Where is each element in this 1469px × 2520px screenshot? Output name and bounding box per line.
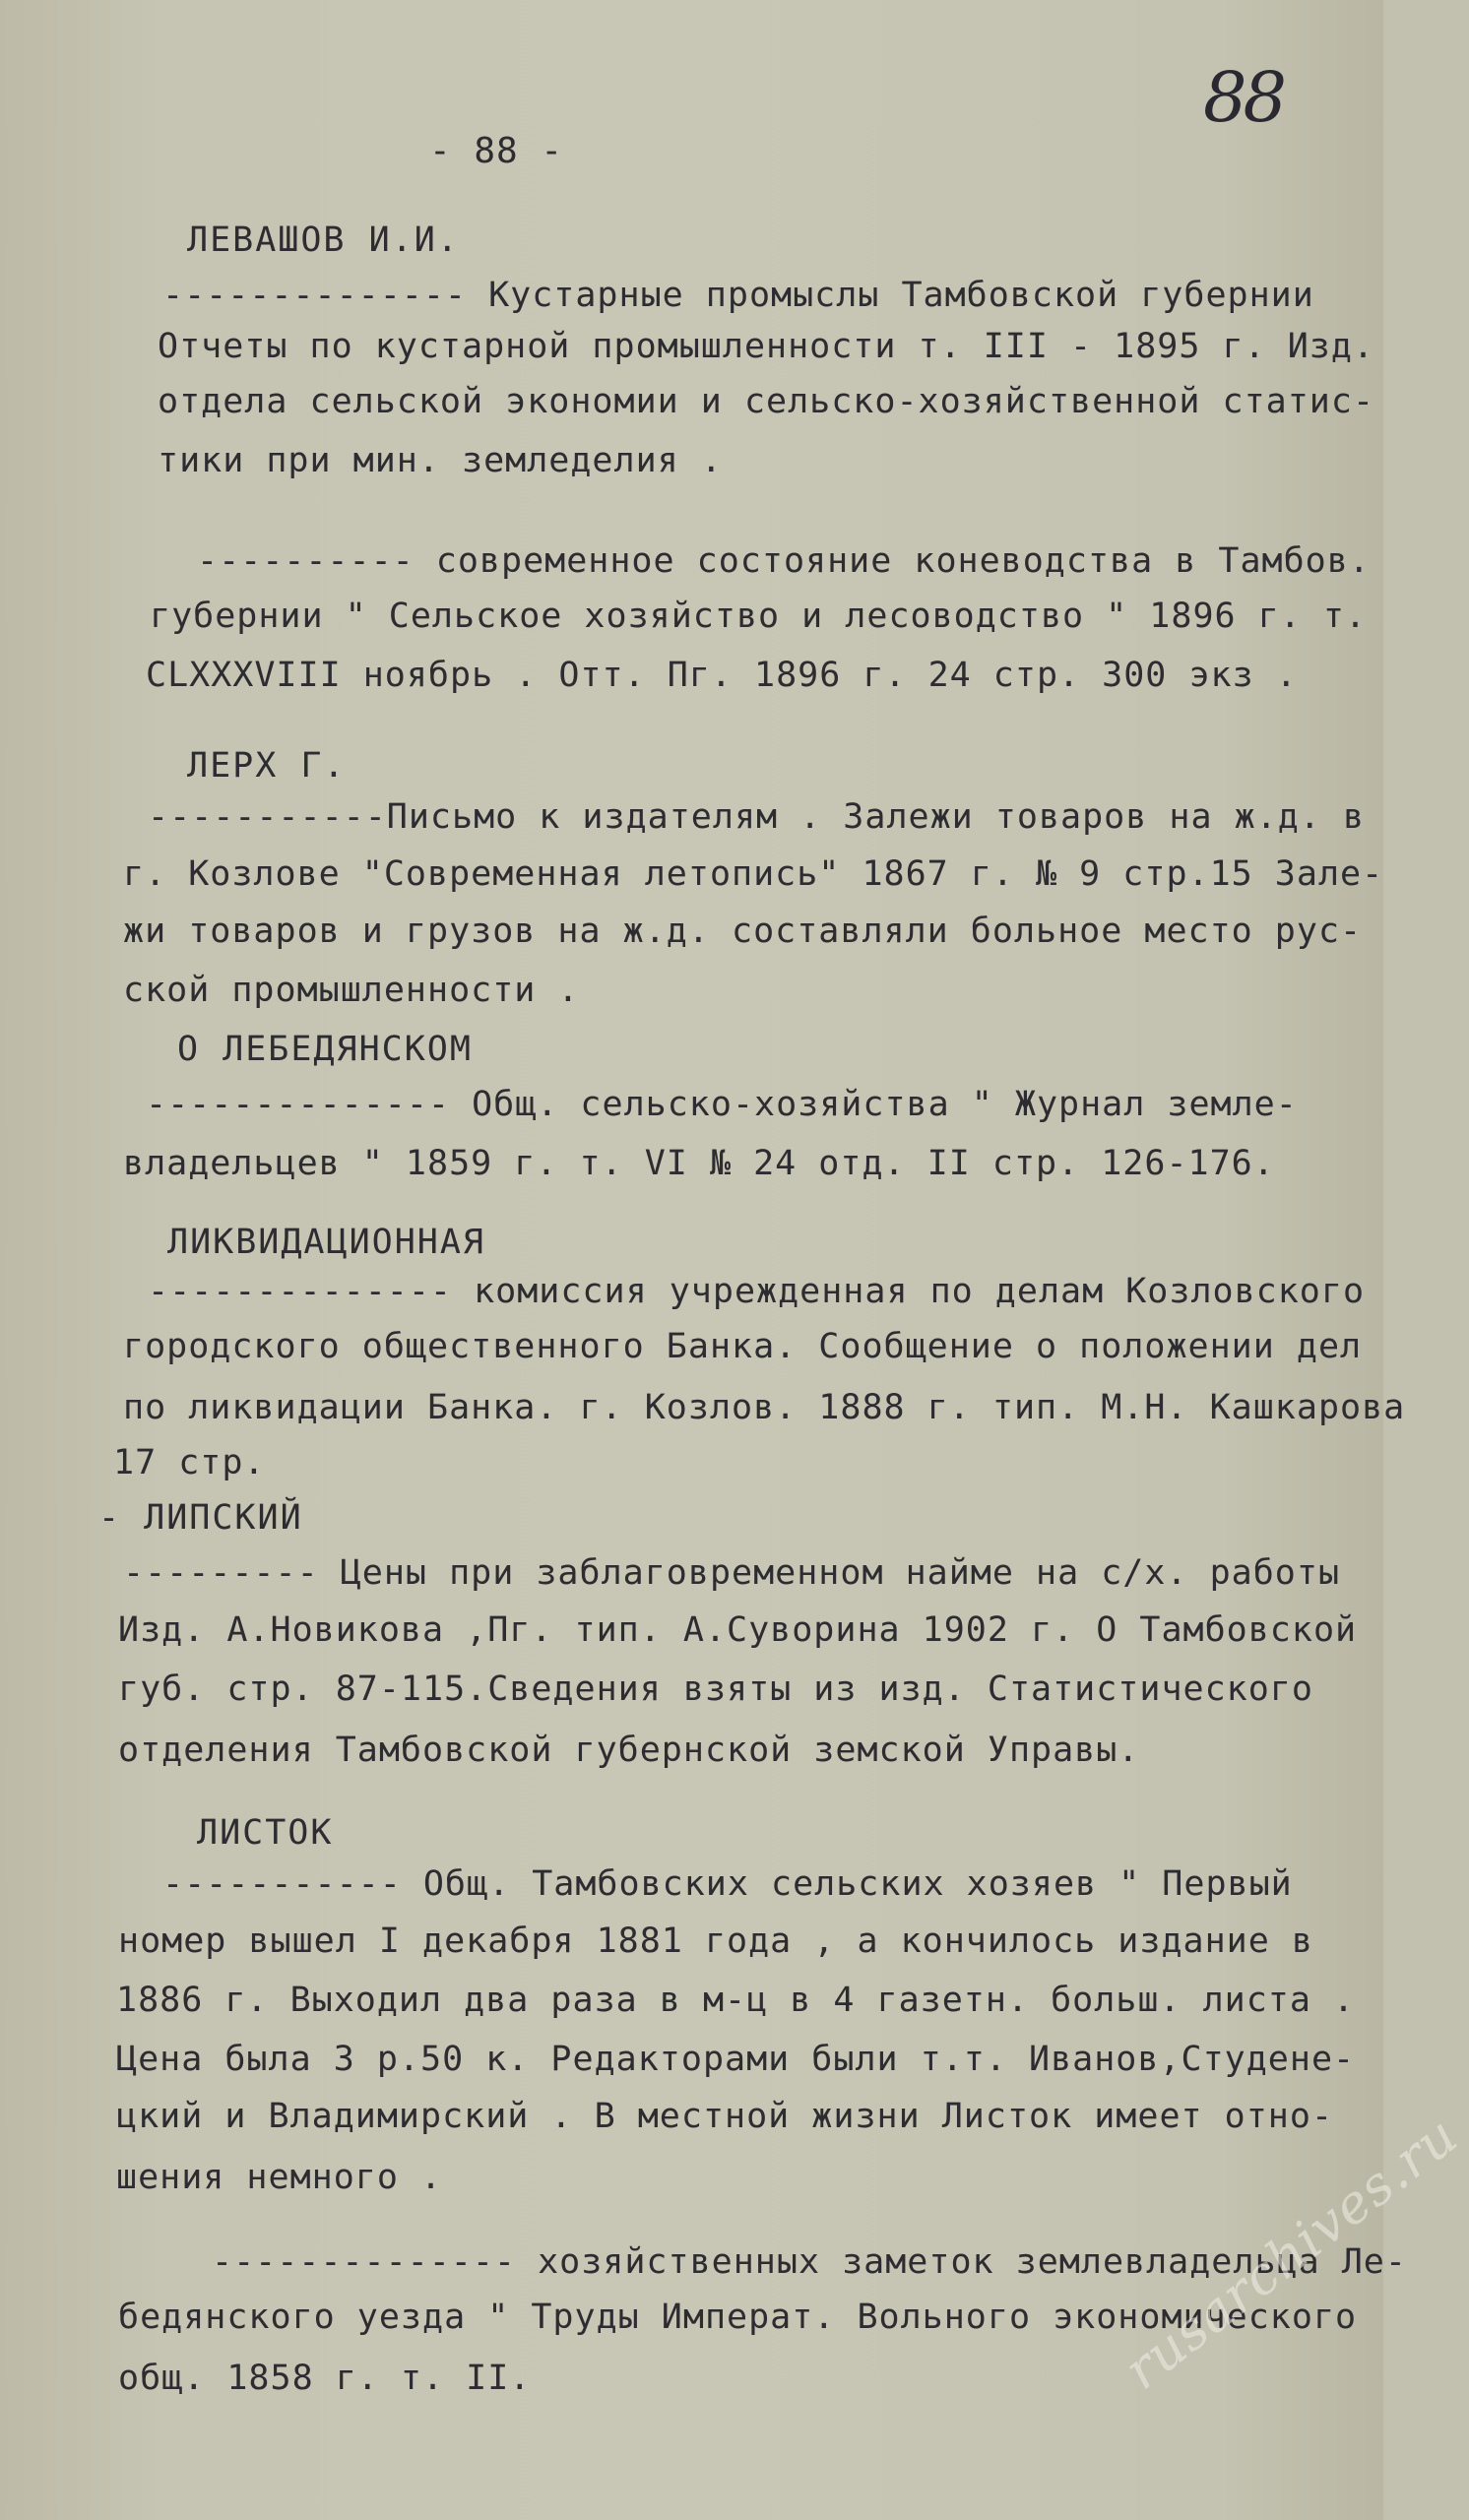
text-line: -------------- Общ. сельско-хозяйства " Журнал земле- — [146, 1085, 1298, 1124]
page-number: - 88 - — [429, 131, 564, 171]
text-line: жи товаров и грузов на ж.д. составляли больное место рус- — [123, 912, 1363, 951]
entry-heading-lebedyanskom: О ЛЕБЕДЯНСКОМ — [177, 1030, 473, 1069]
text-line: 17 стр. — [113, 1443, 266, 1482]
text-line: владельцев " 1859 г. т. VI № 24 отд. II стр. 126-176. — [123, 1144, 1275, 1183]
handwritten-page-number: 88 — [1203, 57, 1284, 138]
entry-heading-lerkh: ЛЕРХ Г. — [187, 746, 347, 786]
text-line: по ликвидации Банка. г. Козлов. 1888 г. тип. М.Н. Кашкарова — [123, 1388, 1406, 1427]
entry-heading-listok: ЛИСТОК — [197, 1813, 334, 1853]
archive-watermark: rusarchives.ru — [1113, 2104, 1469, 2402]
text-line: ской промышленности . — [123, 971, 580, 1010]
text-line: -----------Письмо к издателям . Залежи товаров на ж.д. в — [148, 797, 1366, 837]
text-line: общ. 1858 г. т. II. — [118, 2359, 532, 2398]
entry-heading-levashov: ЛЕВАШОВ И.И. — [187, 220, 460, 260]
text-line: номер вышел I декабря 1881 года , а кончилось издание в — [118, 1922, 1313, 1961]
text-line: 1886 г. Выходил два раза в м-ц в 4 газетн. больш. листа . — [116, 1981, 1356, 2020]
text-line: --------- Цены при заблаговременном найме на с/х. работы — [123, 1553, 1341, 1593]
text-line: Цена была 3 р.50 к. Редакторами были т.т. Иванов,Студене- — [116, 2040, 1356, 2079]
text-line: бедянского уезда " Труды Императ. Вольного экономического — [118, 2298, 1358, 2337]
text-line: -------------- Кустарные промыслы Тамбовской губернии — [162, 276, 1314, 315]
text-line: губ. стр. 87-115.Сведения взяты из изд. Статистического — [118, 1670, 1313, 1709]
text-line: тики при мин. земледелия . — [158, 441, 723, 480]
text-line: ----------- Общ. Тамбовских сельских хозяев " Первый — [162, 1864, 1293, 1904]
text-line: СLXXXVIII ноябрь . Отт. Пг. 1896 г. 24 стр. 300 экз . — [146, 656, 1298, 695]
text-line: -------------- комиссия учрежденная по делам Козловского — [148, 1272, 1366, 1311]
text-line: городского общественного Банка. Сообщение о положении дел — [123, 1327, 1363, 1366]
text-line: Изд. А.Новикова ,Пг. тип. А.Суворина 1902 г. О Тамбовской — [118, 1610, 1358, 1650]
text-line: цкий и Владимирский . В местной жизни Листок имеет отно- — [116, 2097, 1334, 2136]
text-line: шения немного . — [116, 2158, 443, 2197]
text-line: г. Козлове "Современная летопись" 1867 г. № 9 стр.15 Зале- — [123, 854, 1384, 894]
text-line: Отчеты по кустарной промышленности т. III - 1895 г. Изд. — [158, 327, 1375, 366]
text-line: отдела сельской экономии и сельско-хозяйственной статис- — [158, 382, 1375, 421]
text-line: -------------- хозяйственных заметок землевладельца Ле- — [212, 2242, 1407, 2282]
entry-heading-lipskiy: - ЛИПСКИЙ — [98, 1498, 303, 1538]
text-line: ---------- современное состояние коневодства в Тамбов. — [197, 541, 1371, 581]
text-line: отделения Тамбовской губернской земской Управы. — [118, 1731, 1140, 1770]
text-line: губернии " Сельское хозяйство и лесоводство " 1896 г. т. — [150, 597, 1368, 636]
entry-heading-likvidatsionnaya: ЛИКВИДАЦИОННАЯ — [167, 1223, 486, 1262]
